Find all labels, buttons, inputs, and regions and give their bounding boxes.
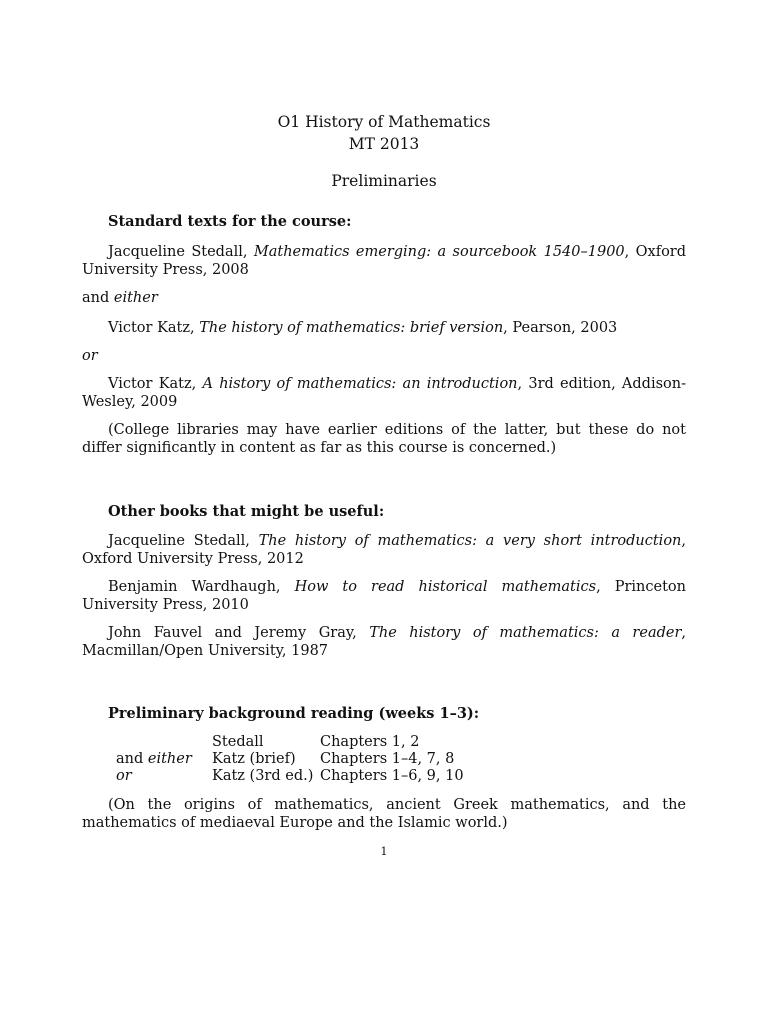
course-title: O1 History of Mathematics (277, 113, 491, 131)
table-row (112, 768, 468, 785)
row-text: Katz (3rd ed.) (212, 768, 314, 784)
reference-entry: Jacqueline Stedall, Mathematics emerging: a sourcebook 1540–1900, Oxford University Press, 2008 (82, 244, 687, 278)
page-number: 1 (380, 845, 388, 858)
table-row (112, 751, 468, 768)
reference-entry: Victor Katz, A history of mathematics: an introduction, 3rd edition, Addison-Wesley, 2009 (82, 376, 686, 410)
row-chapters: Chapters 1–4, 7, 8 (320, 751, 455, 767)
editions-note: (College libraries may have earlier editions of the latter, but these do not differ significantly in content as far as this course is concerned.) (82, 422, 686, 456)
reference-entry: Victor Katz, The history of mathematics: brief version, Pearson, 2003 (108, 320, 618, 336)
row-text: Stedall (212, 734, 264, 750)
row-chapters: Chapters 1, 2 (320, 734, 420, 750)
reference-entry: John Fauvel and Jeremy Gray, The history of mathematics: a reader, Macmillan/Open University, 1987 (82, 625, 686, 659)
row-chapters: Chapters 1–6, 9, 10 (320, 768, 464, 784)
section-title: Preliminaries (331, 172, 437, 190)
row-prefix: or (116, 768, 132, 784)
reading-table (112, 734, 468, 785)
document-title (82, 111, 686, 155)
standard-texts-heading: Standard texts for the course: (108, 213, 352, 230)
row-prefix: and either (116, 751, 192, 767)
or-label: or (82, 348, 98, 364)
reference-entry: Jacqueline Stedall, The history of mathematics: a very short introduction, Oxford University Press, 2012 (82, 533, 686, 567)
term-label: MT 2013 (348, 135, 420, 153)
reading-note: (On the origins of mathematics, ancient Greek mathematics, and the mathematics of mediaeval Europe and the Islamic world.) (82, 797, 686, 831)
other-books-heading: Other books that might be useful: (108, 503, 385, 520)
reference-entry: Benjamin Wardhaugh, How to read historical mathematics, Princeton University Press, 2010 (82, 579, 686, 613)
and-either-label: and either (82, 290, 158, 306)
row-text: Katz (brief) (212, 751, 296, 767)
preliminary-reading-heading: Preliminary background reading (weeks 1–3): (108, 705, 480, 722)
row-prefix (112, 734, 212, 751)
table-row (112, 734, 468, 751)
